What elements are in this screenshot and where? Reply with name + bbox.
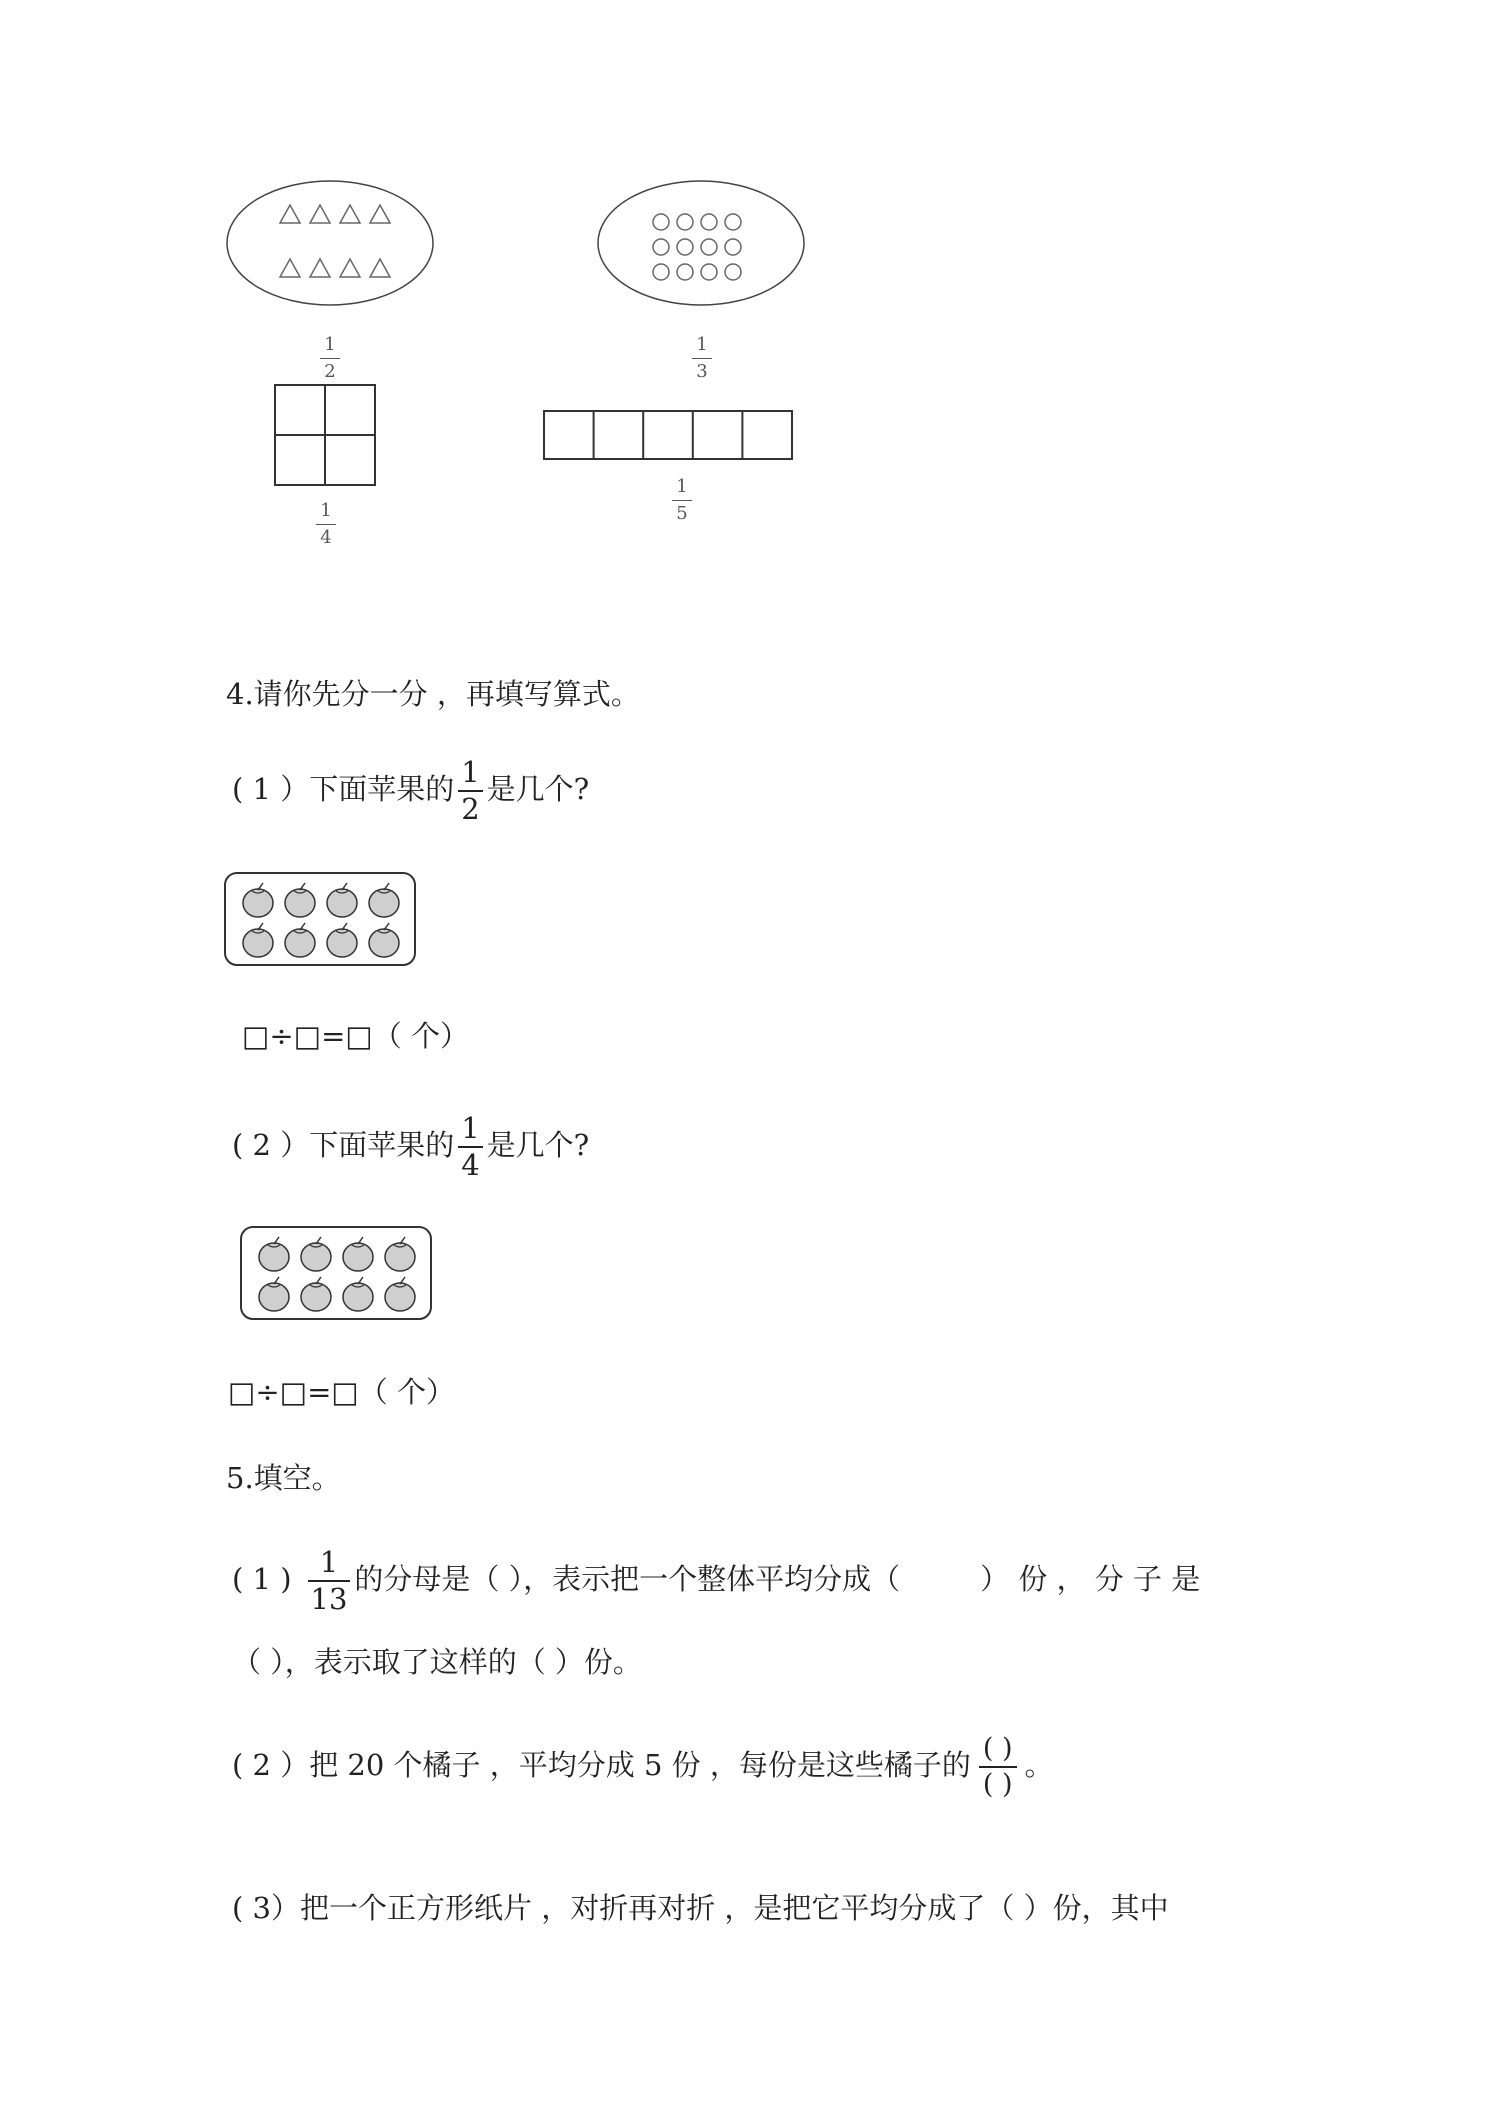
- apple-icon: [285, 883, 315, 917]
- q5-part1-text-a: 的分母是（ ），表示把一个整体平均分成（: [354, 1562, 901, 1596]
- apple-icon: [285, 923, 315, 957]
- apple-icon: [259, 1237, 289, 1271]
- apples-group-1: [224, 872, 418, 968]
- apple-icon: [343, 1277, 373, 1311]
- apples-group-2: [240, 1226, 434, 1322]
- fraction-one-quarter: $\frac{1}{4}$: [458, 1114, 482, 1180]
- apple-icon: [301, 1277, 331, 1311]
- q4-part1-question: [232, 755, 590, 826]
- oval1-fraction: 1 2: [318, 336, 342, 381]
- apple-icon: [259, 1277, 289, 1311]
- square-fraction: 1 4: [314, 502, 338, 547]
- q4-part1-equation: □÷□=□（ 个）: [242, 1019, 470, 1053]
- q4-part1-prefix: ( 1 ）下面苹果的: [232, 772, 455, 806]
- q4-part2-suffix: 是几个?: [486, 1128, 590, 1162]
- triangle-icons: [280, 205, 390, 277]
- q5-part3: ( 3）把一个正方形纸片 ，对折再对折 ，是把它平均分成了（ ）份，其中: [232, 1891, 1169, 1925]
- square-grid-figure: [274, 384, 378, 488]
- q5-part2: [232, 1732, 1054, 1802]
- apple-icon: [301, 1237, 331, 1271]
- q5-part1-line1: [232, 1545, 1201, 1616]
- q4-title: 4.请你先分一分 ，再填写算式。: [226, 677, 640, 711]
- circle-icons: [653, 214, 741, 280]
- apple-icon: [327, 883, 357, 917]
- apple-icon: [385, 1277, 415, 1311]
- fraction-one-half: $\frac{1}{2}$: [458, 758, 482, 824]
- q4-part2-question: [232, 1111, 590, 1182]
- apple-icon: [343, 1237, 373, 1271]
- apple-icon: [369, 923, 399, 957]
- oval2-fraction: 1 3: [690, 336, 714, 381]
- blank-fraction[interactable]: $\frac{( )}{( )}$: [979, 1732, 1017, 1802]
- q5-part1-text-b: ） 份 ， 分 子 是: [980, 1562, 1201, 1596]
- q4-part2-equation: □÷□=□（ 个）: [228, 1375, 456, 1409]
- q5-part1-line2: （ ），表示取了这样的（ ）份。: [232, 1645, 642, 1679]
- q5-part1-label: ( 1 ): [232, 1562, 292, 1596]
- apple-icon: [243, 883, 273, 917]
- apple-icon: [385, 1237, 415, 1271]
- q5-part2-text: ( 2 ）把 20 个橘子 ，平均分成 5 份 ，每份是这些橘子的: [232, 1748, 971, 1782]
- apple-icon: [369, 883, 399, 917]
- strip-fraction: 1 5: [670, 478, 694, 523]
- q5-title: 5.填空。: [226, 1461, 341, 1495]
- fraction-one-thirteenth: $\frac{1}{13}$: [308, 1548, 351, 1614]
- apple-icon: [327, 923, 357, 957]
- circle-oval-figure: [596, 178, 806, 308]
- triangle-oval-figure: [225, 178, 435, 308]
- q4-part1-suffix: 是几个?: [486, 772, 590, 806]
- q4-part2-prefix: ( 2 ）下面苹果的: [232, 1128, 455, 1162]
- q5-part2-end: 。: [1024, 1748, 1054, 1782]
- apple-icon: [243, 923, 273, 957]
- strip-figure: [543, 410, 795, 462]
